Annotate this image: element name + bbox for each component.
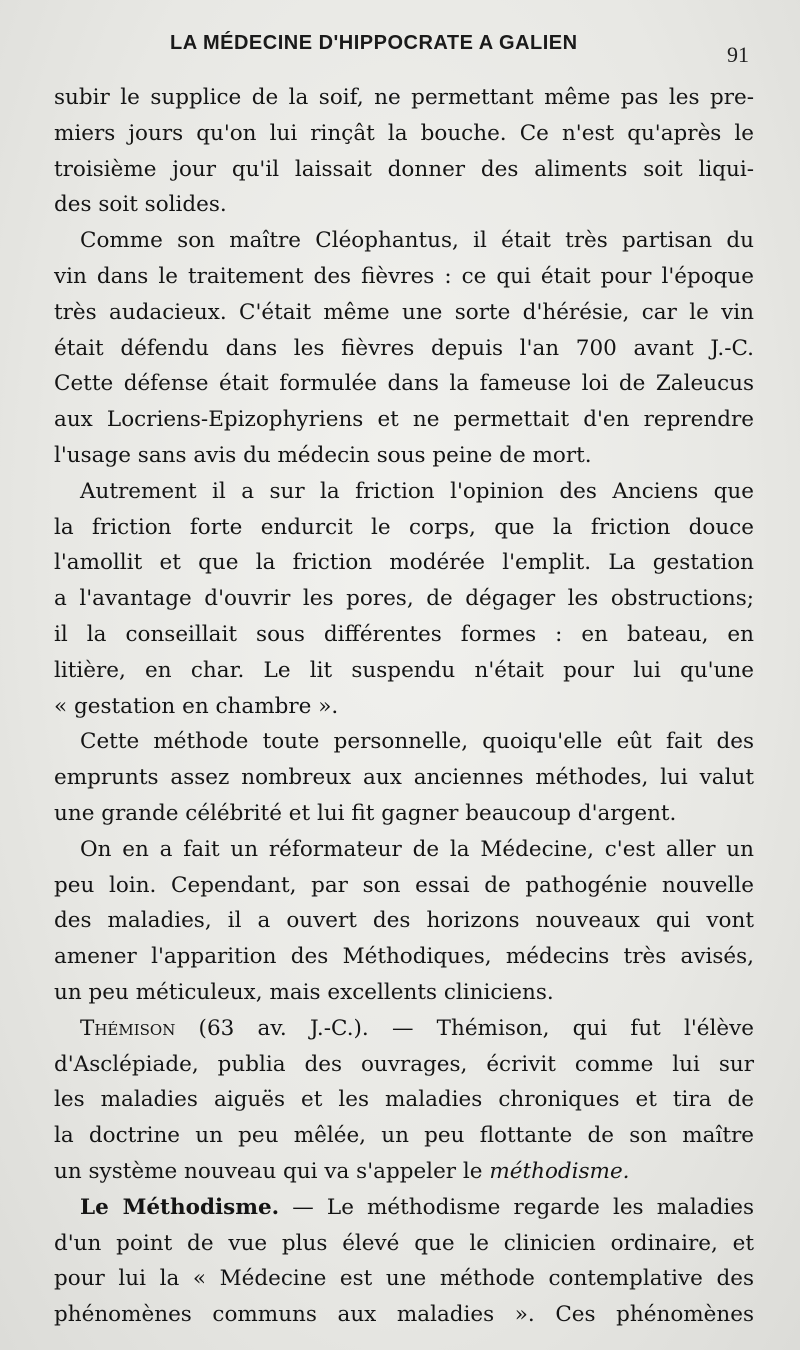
text-line: les maladies aiguës et les maladies chroniques et tira de [54,1087,754,1113]
text-line: phénomènes communs aux maladies ». Ces phénomènes [54,1302,754,1328]
text-line: d'Asclépiade, publia des ouvrages, écrivit comme lui sur [54,1051,754,1077]
text-line: vin dans le traitement des fièvres : ce qui était pour l'époque [54,263,754,289]
text-line: litière, en char. Le lit suspendu n'était pour lui qu'une [54,657,754,683]
text-line: pour lui la « Médecine est une méthode contemplative des [54,1266,754,1292]
text-line: l'usage sans avis du médecin sous peine de mort. [54,442,592,468]
paragraph-first-line: Comme son maître Cléophantus, il était très partisan du [80,228,754,254]
text-line: un peu méticuleux, mais excellents cliniciens. [54,979,554,1005]
text-line: la friction forte endurcit le corps, que la friction douce [54,514,754,540]
text-line: subir le supplice de la soif, ne permettant même pas les pre- [54,85,754,110]
text-line: « gestation en chambre ». [54,693,339,719]
text-line: amener l'apparition des Méthodiques, médecins très avisés, [54,944,754,970]
section-heading-methodisme: Le Méthodisme. — Le méthodisme regarde les maladies [80,1194,754,1220]
running-title: LA MÉDECINE D'HIPPOCRATE A GALIEN [170,32,578,54]
page-number: 91 [727,42,749,67]
text-line: Cette défense était formulée dans la fameuse loi de Zaleucus [54,371,754,397]
text-line: troisième jour qu'il laissait donner des aliments soit liqui- [54,156,754,182]
text-line: emprunts assez nombreux aux anciennes méthodes, lui valut [54,765,754,791]
page-header [0,30,800,70]
text-line: l'amollit et que la friction modérée l'emplit. La gestation [54,550,754,576]
text-line: des soit solides. [54,192,227,218]
text-line: peu loin. Cependant, par son essai de pathogénie nouvelle [54,872,754,898]
text-line: d'un point de vue plus élevé que le clinicien ordinaire, et [54,1230,754,1256]
text-line: a l'avantage d'ouvrir les pores, de dégager les obstructions; [54,586,754,612]
paragraph-first-line: Autrement il a sur la friction l'opinion des Anciens que [80,478,754,504]
body-text [54,80,754,1333]
text-line: était défendu dans les fièvres depuis l'an 700 avant J.-C. [54,335,754,361]
person-name-small-caps: Thémison [80,1015,176,1041]
text-line: miers jours qu'on lui rinçât la bouche. Ce n'est qu'après le [54,120,754,146]
text-line: très audacieux. C'était même une sorte d'hérésie, car le vin [54,299,754,325]
paragraph-first-line: Cette méthode toute personnelle, quoiqu'elle eût fait des [80,729,754,755]
text-line: aux Locriens-Epizophyriens et ne permettait d'en reprendre [54,407,754,433]
text-line: des maladies, il a ouvert des horizons nouveaux qui vont [54,908,754,934]
text-line: une grande célébrité et lui fit gagner beaucoup d'argent. [54,800,677,826]
paragraph-first-line: On en a fait un réformateur de la Médecine, c'est aller un [80,836,754,862]
text-line: un système nouveau qui va s'appeler le méthodisme. [54,1158,630,1184]
text-line: il la conseillait sous différentes formes : en bateau, en [54,621,754,647]
section-heading-themison: Thémison (63 av. J.-C.). — Thémison, qui fut l'élève [80,1015,754,1041]
italic-term: méthodisme. [489,1158,630,1184]
bold-heading: Le Méthodisme. [80,1194,280,1220]
text-line: la doctrine un peu mêlée, un peu flottante de son maître [54,1123,754,1149]
